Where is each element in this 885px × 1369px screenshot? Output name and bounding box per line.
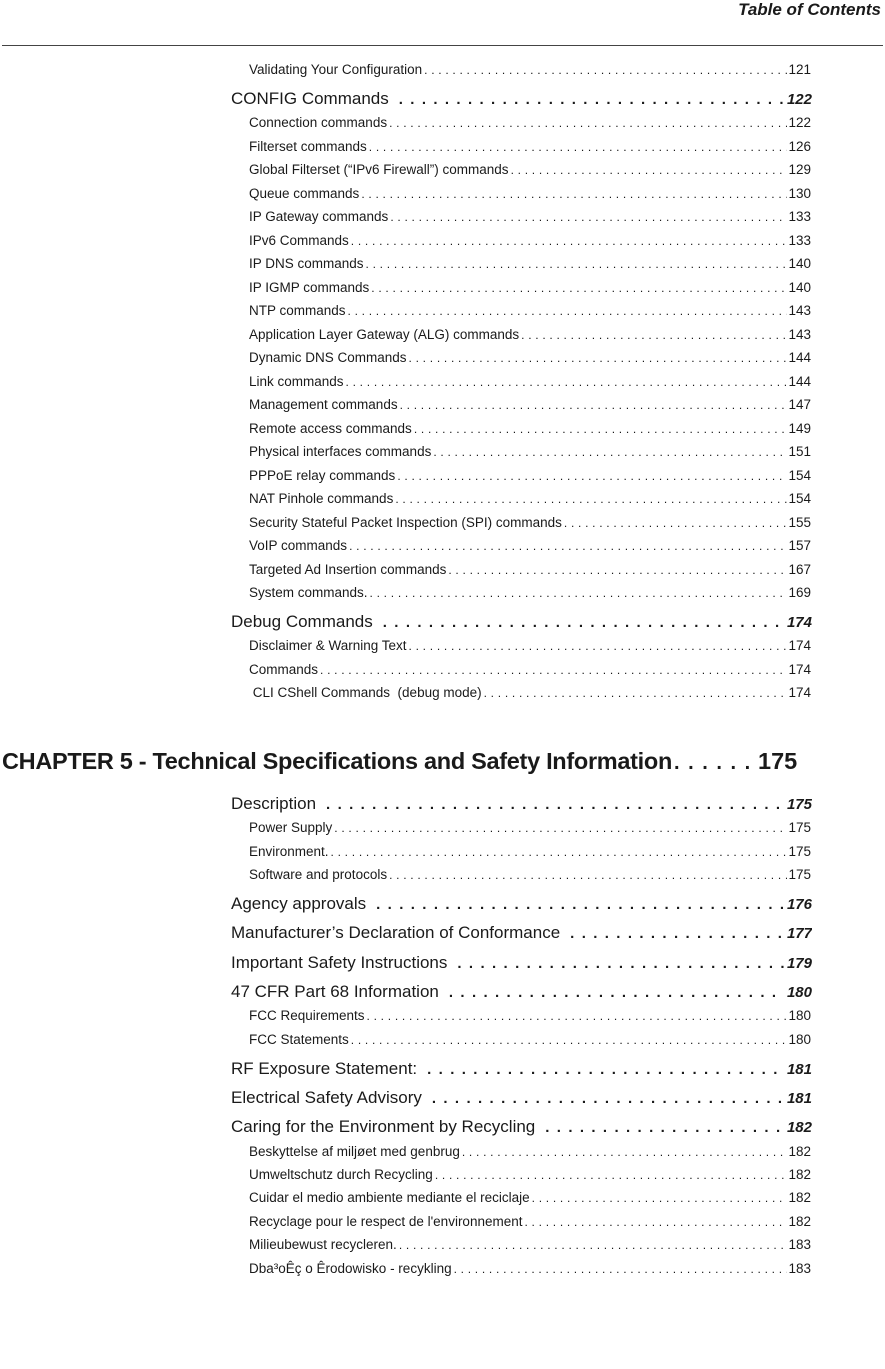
toc-entry-page: 175 xyxy=(788,867,811,882)
toc-entry[interactable] xyxy=(249,419,811,439)
toc-entry-page: 169 xyxy=(788,585,811,600)
dot-leader xyxy=(530,1188,788,1208)
dot-leader xyxy=(368,583,788,603)
dot-leader xyxy=(347,536,787,556)
toc-section-label: Manufacturer’s Declaration of Conformance xyxy=(231,923,561,942)
toc-entry[interactable] xyxy=(249,513,811,533)
toc-entry-label: Remote access commands xyxy=(249,421,412,436)
toc-entry[interactable] xyxy=(249,466,811,486)
toc-entry[interactable] xyxy=(249,1235,811,1255)
toc-entry-label: Power Supply xyxy=(249,820,333,835)
header-rule xyxy=(2,45,883,46)
dot-leader xyxy=(412,419,788,439)
dot-leader xyxy=(519,325,787,345)
toc-entry-page: 167 xyxy=(788,562,811,577)
toc-entry-label: Link commands xyxy=(249,374,344,389)
toc-entry-page: 182 xyxy=(788,1190,811,1205)
dot-leader xyxy=(366,893,784,916)
toc-entry[interactable] xyxy=(249,683,811,703)
toc-section-page: 181 xyxy=(786,1061,812,1078)
dot-leader xyxy=(387,865,787,885)
toc-entry-page: 122 xyxy=(788,115,811,130)
toc-section-page: 175 xyxy=(786,796,812,813)
toc-entry-page: 182 xyxy=(788,1144,811,1159)
toc-entry-label: PPPoE relay commands xyxy=(249,468,396,483)
dot-leader xyxy=(318,660,787,680)
toc-entry[interactable] xyxy=(249,1142,811,1162)
toc-entry[interactable] xyxy=(249,842,811,862)
toc-entry[interactable] xyxy=(249,560,811,580)
dot-leader xyxy=(393,489,787,509)
toc-section-label: RF Exposure Statement: xyxy=(231,1059,418,1078)
dot-leader xyxy=(395,466,787,486)
dot-leader xyxy=(316,793,784,816)
dot-leader xyxy=(509,160,788,180)
toc-section-page: 180 xyxy=(786,984,812,1001)
toc-entry-label: Milieubewust recycleren. xyxy=(249,1237,397,1252)
toc-entry-label: Dba³oÊç o Êrodowisko - recykling xyxy=(249,1261,452,1276)
dot-leader xyxy=(560,922,784,945)
toc-section-page: 122 xyxy=(786,91,812,108)
toc-section[interactable] xyxy=(231,892,812,916)
toc-entry[interactable] xyxy=(249,442,811,462)
toc-section-label: Electrical Safety Advisory xyxy=(231,1088,422,1107)
dot-leader xyxy=(373,611,784,634)
toc-entry-page: 143 xyxy=(788,303,811,318)
dot-leader xyxy=(446,560,787,580)
toc-entry[interactable] xyxy=(249,278,811,298)
toc-entry[interactable] xyxy=(249,231,811,251)
toc-entry-page: 143 xyxy=(788,327,811,342)
toc-entry-label: Targeted Ad Insertion commands xyxy=(249,562,447,577)
toc-entry-page: 155 xyxy=(788,515,811,530)
toc-entry-label: CLI CShell Commands (debug mode) xyxy=(249,685,482,700)
toc-entry-label: Physical interfaces commands xyxy=(249,444,432,459)
toc-entry[interactable] xyxy=(249,1006,811,1026)
toc-entry-label: IP IGMP commands xyxy=(249,280,370,295)
toc-section-page: 179 xyxy=(786,955,812,972)
dot-leader xyxy=(344,372,788,392)
toc-entry-page: 151 xyxy=(788,444,811,459)
toc-entry-label: Management commands xyxy=(249,397,398,412)
toc-entry[interactable] xyxy=(249,137,811,157)
toc-section-label: CONFIG Commands xyxy=(231,89,389,108)
toc-entry-label: Recyclage pour le respect de l'environnement xyxy=(249,1214,523,1229)
toc-section-label: Important Safety Instructions xyxy=(231,953,448,972)
toc-entry-page: 183 xyxy=(788,1237,811,1252)
toc-section-page: 174 xyxy=(786,614,812,631)
dot-leader xyxy=(329,842,788,862)
toc-entry-page: 182 xyxy=(788,1214,811,1229)
toc-entry-label: NAT Pinhole commands xyxy=(249,491,394,506)
toc-section[interactable] xyxy=(231,1057,812,1081)
toc-entry-page: 130 xyxy=(788,186,811,201)
dot-leader xyxy=(407,348,788,368)
toc-entry-page: 126 xyxy=(788,139,811,154)
toc-entry[interactable] xyxy=(249,1212,811,1232)
toc-entry-label: IP DNS commands xyxy=(249,256,364,271)
dot-leader xyxy=(433,1165,788,1185)
toc-entry-label: Beskyttelse af miljøet med genbrug xyxy=(249,1144,460,1159)
toc-entry-label: NTP commands xyxy=(249,303,346,318)
dot-leader xyxy=(369,278,787,298)
toc-section[interactable] xyxy=(231,610,812,634)
toc-entry-label: System commands. xyxy=(249,585,368,600)
toc-entry-label: Global Filterset (“IPv6 Firewall”) commands xyxy=(249,162,509,177)
toc-entry[interactable] xyxy=(249,395,811,415)
toc-entry-page: 144 xyxy=(788,350,811,365)
toc-entry-page: 144 xyxy=(788,374,811,389)
toc-entry-label: VoIP commands xyxy=(249,538,348,553)
toc-entry-page: 180 xyxy=(788,1032,811,1047)
toc-entry-page: 174 xyxy=(788,685,811,700)
dot-leader xyxy=(422,60,787,80)
toc-section[interactable] xyxy=(231,87,812,111)
toc-entry[interactable] xyxy=(249,583,811,603)
toc-entry-page: 157 xyxy=(788,538,811,553)
toc-entry[interactable] xyxy=(249,1165,811,1185)
toc-section-label: Caring for the Environment by Recycling xyxy=(231,1117,536,1136)
toc-entry[interactable] xyxy=(249,60,811,80)
toc-entry-page: 182 xyxy=(788,1167,811,1182)
dot-leader xyxy=(365,1006,788,1026)
toc-entry[interactable] xyxy=(249,325,811,345)
toc-entry-page: 175 xyxy=(788,820,811,835)
dot-leader xyxy=(439,981,784,1004)
dot-leader xyxy=(389,88,784,111)
dot-leader xyxy=(407,636,788,656)
toc-entry-page: 140 xyxy=(788,256,811,271)
toc-entry-label: FCC Statements xyxy=(249,1032,349,1047)
dot-leader xyxy=(672,747,756,777)
toc-section-page: 177 xyxy=(786,925,812,942)
toc-entry-page: 147 xyxy=(788,397,811,412)
toc-entry[interactable] xyxy=(249,184,811,204)
dot-leader xyxy=(349,1030,788,1050)
toc-chapter[interactable] xyxy=(2,745,812,777)
toc-entry[interactable] xyxy=(249,301,811,321)
toc-entry-label: IP Gateway commands xyxy=(249,209,389,224)
dot-leader xyxy=(460,1142,788,1162)
toc-entry[interactable] xyxy=(249,660,811,680)
toc-entry-page: 133 xyxy=(788,233,811,248)
toc-entry-page: 154 xyxy=(788,491,811,506)
toc-section-label: 47 CFR Part 68 Information xyxy=(231,982,439,1001)
toc-entry[interactable] xyxy=(249,1259,811,1279)
toc-entry-label: Validating Your Configuration xyxy=(249,62,423,77)
toc-section-page: 176 xyxy=(786,896,812,913)
toc-entry-page: 183 xyxy=(788,1261,811,1276)
toc-section[interactable] xyxy=(231,792,812,816)
toc-entry-page: 154 xyxy=(788,468,811,483)
running-header-title: Table of Contents xyxy=(738,0,881,19)
toc-entry-page: 140 xyxy=(788,280,811,295)
dot-leader xyxy=(364,254,788,274)
toc-entry-label: Dynamic DNS Commands xyxy=(249,350,407,365)
dot-leader xyxy=(522,1212,787,1232)
dot-leader xyxy=(388,207,787,227)
dot-leader xyxy=(367,137,788,157)
dot-leader xyxy=(359,184,787,204)
toc-section[interactable] xyxy=(231,1115,812,1139)
dot-leader xyxy=(397,1235,788,1255)
toc-entry-label: IPv6 Commands xyxy=(249,233,349,248)
dot-leader xyxy=(447,952,784,975)
dot-leader xyxy=(349,231,788,251)
toc-entry-label: Queue commands xyxy=(249,186,360,201)
dot-leader xyxy=(417,1058,784,1081)
toc-entry[interactable] xyxy=(249,160,811,180)
toc-section-label: Agency approvals xyxy=(231,894,367,913)
toc-chapter-page: 175 xyxy=(758,748,798,774)
toc-section-label: Debug Commands xyxy=(231,612,373,631)
toc-entry-label: Application Layer Gateway (ALG) commands xyxy=(249,327,520,342)
toc-entry-page: 174 xyxy=(788,638,811,653)
toc-entry[interactable] xyxy=(249,348,811,368)
toc-entry-label: Filterset commands xyxy=(249,139,367,154)
toc-entry[interactable] xyxy=(249,113,811,133)
toc-entry-page: 129 xyxy=(788,162,811,177)
toc-entry[interactable] xyxy=(249,536,811,556)
toc-entry[interactable] xyxy=(249,1188,811,1208)
toc-entry-page: 180 xyxy=(788,1008,811,1023)
toc-entry-label: Connection commands xyxy=(249,115,388,130)
toc-section[interactable] xyxy=(231,1086,812,1110)
dot-leader xyxy=(332,818,787,838)
toc-entry-page: 149 xyxy=(788,421,811,436)
toc-entry-page: 174 xyxy=(788,662,811,677)
toc-entry-label: Environment. xyxy=(249,844,329,859)
dot-leader xyxy=(452,1259,788,1279)
toc-entry-label: Disclaimer & Warning Text xyxy=(249,638,407,653)
toc-entry[interactable] xyxy=(249,207,811,227)
toc-section-page: 182 xyxy=(786,1119,812,1136)
toc-section-page: 181 xyxy=(786,1090,812,1107)
toc-entry-page: 175 xyxy=(788,844,811,859)
toc-section-label: Description xyxy=(231,794,317,813)
toc-entry-page: 133 xyxy=(788,209,811,224)
toc-entry[interactable] xyxy=(249,254,811,274)
dot-leader xyxy=(422,1087,784,1110)
toc-entry-page: 121 xyxy=(788,62,811,77)
toc-entry-label: FCC Requirements xyxy=(249,1008,365,1023)
toc-entry[interactable] xyxy=(249,636,811,656)
dot-leader xyxy=(398,395,788,415)
toc-section[interactable] xyxy=(231,980,812,1004)
dot-leader xyxy=(562,513,788,533)
toc-entry-label: Security Stateful Packet Inspection (SPI) commands xyxy=(249,515,562,530)
toc-chapter-label: CHAPTER 5 - Technical Specifications and Safety Information xyxy=(2,748,673,774)
toc-entry-label: Commands xyxy=(249,662,319,677)
toc-entry[interactable] xyxy=(249,865,811,885)
dot-leader xyxy=(346,301,788,321)
toc-entry[interactable] xyxy=(249,1030,811,1050)
toc-entry-label: Cuidar el medio ambiente mediante el reciclaje xyxy=(249,1190,530,1205)
toc-entry-label: Software and protocols xyxy=(249,867,388,882)
dot-leader xyxy=(387,113,787,133)
toc-section[interactable] xyxy=(231,921,812,945)
toc-entry[interactable] xyxy=(249,372,811,392)
dot-leader xyxy=(535,1116,784,1139)
toc-entry[interactable] xyxy=(249,489,811,509)
dot-leader xyxy=(482,683,788,703)
dot-leader xyxy=(431,442,787,462)
toc-entry[interactable] xyxy=(249,818,811,838)
toc-entry-label: Umweltschutz durch Recycling xyxy=(249,1167,433,1182)
toc-section[interactable] xyxy=(231,951,812,975)
